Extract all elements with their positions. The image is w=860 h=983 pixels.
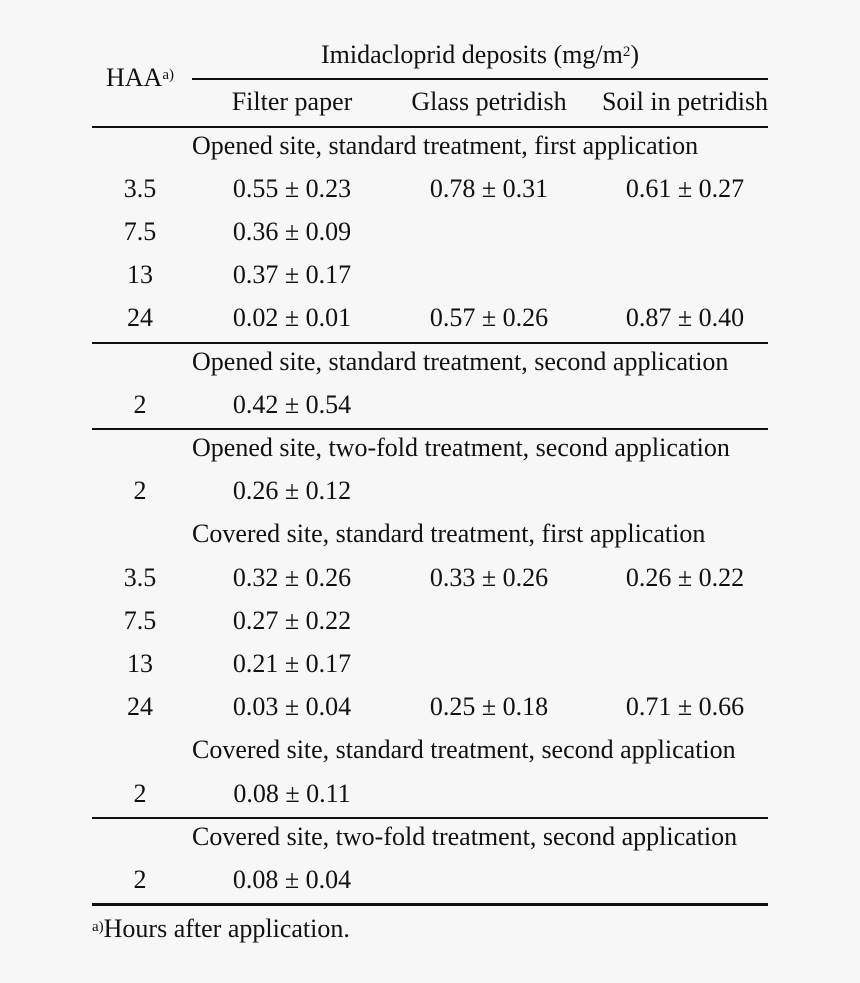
cell-value: 0.55 ± 0.23: [232, 174, 352, 203]
cell-value: 0.03 ± 0.04: [232, 692, 352, 721]
cell-value: 0.57 ± 0.26: [429, 303, 549, 332]
section-rule: [92, 428, 768, 430]
row-haa: 13: [127, 649, 153, 678]
cell-value: 0.08 ± 0.11: [233, 779, 351, 808]
bottom-rule: [92, 903, 768, 906]
row-haa: 13: [127, 260, 153, 289]
section-title: Opened site, standard treatment, first application: [192, 131, 699, 160]
row-haa: 3.5: [123, 563, 157, 592]
section-title: Covered site, two-fold treatment, second application: [192, 822, 738, 851]
column-header-filter-paper: Filter paper: [231, 87, 353, 116]
haa-header: HAA$^{a)}$: [106, 63, 174, 92]
cell-value: 0.26 ± 0.12: [232, 476, 352, 505]
cell-value: 0.36 ± 0.09: [232, 217, 352, 246]
cell-value: 0.37 ± 0.17: [232, 260, 352, 289]
row-haa: 2: [133, 779, 147, 808]
cell-value: 0.08 ± 0.04: [232, 865, 352, 894]
cell-value: 0.26 ± 0.22: [625, 563, 745, 592]
row-haa: 24: [127, 692, 153, 721]
row-haa: 3.5: [123, 174, 157, 203]
section-title: Covered site, standard treatment, second application: [192, 735, 736, 764]
cell-value: 0.02 ± 0.01: [232, 303, 352, 332]
section-title: Opened site, two-fold treatment, second application: [192, 433, 730, 462]
cell-value: 0.78 ± 0.31: [429, 174, 549, 203]
cell-value: 0.61 ± 0.27: [625, 174, 745, 203]
cell-value: 0.27 ± 0.22: [232, 606, 352, 635]
row-haa: 2: [133, 390, 147, 419]
column-header-soil-in-petridish: Soil in petridish: [601, 87, 769, 116]
column-header-glass-petridish: Glass petridish: [411, 87, 567, 116]
row-haa: 2: [133, 476, 147, 505]
top-rule: [92, 126, 768, 128]
group-header: Imidacloprid deposits $(mg/m^2)$: [320, 40, 639, 69]
section-rule: [92, 342, 768, 344]
section-title: Opened site, standard treatment, second application: [192, 347, 729, 376]
row-haa: 7.5: [123, 217, 157, 246]
cell-value: 0.42 ± 0.54: [232, 390, 352, 419]
row-haa: 7.5: [123, 606, 157, 635]
row-haa: 24: [127, 303, 153, 332]
cell-value: 0.21 ± 0.17: [232, 649, 352, 678]
cell-value: 0.71 ± 0.66: [625, 692, 745, 721]
cell-value: 0.32 ± 0.26: [232, 563, 352, 592]
group-rule: [192, 78, 768, 80]
cell-value: 0.87 ± 0.40: [625, 303, 745, 332]
cell-value: 0.25 ± 0.18: [429, 692, 549, 721]
row-haa: 2: [133, 865, 147, 894]
section-rule: [92, 817, 768, 819]
section-title: Covered site, standard treatment, first application: [192, 519, 706, 548]
cell-value: 0.33 ± 0.26: [429, 563, 549, 592]
footnote: $^{a)}$Hours after application.: [92, 914, 350, 943]
